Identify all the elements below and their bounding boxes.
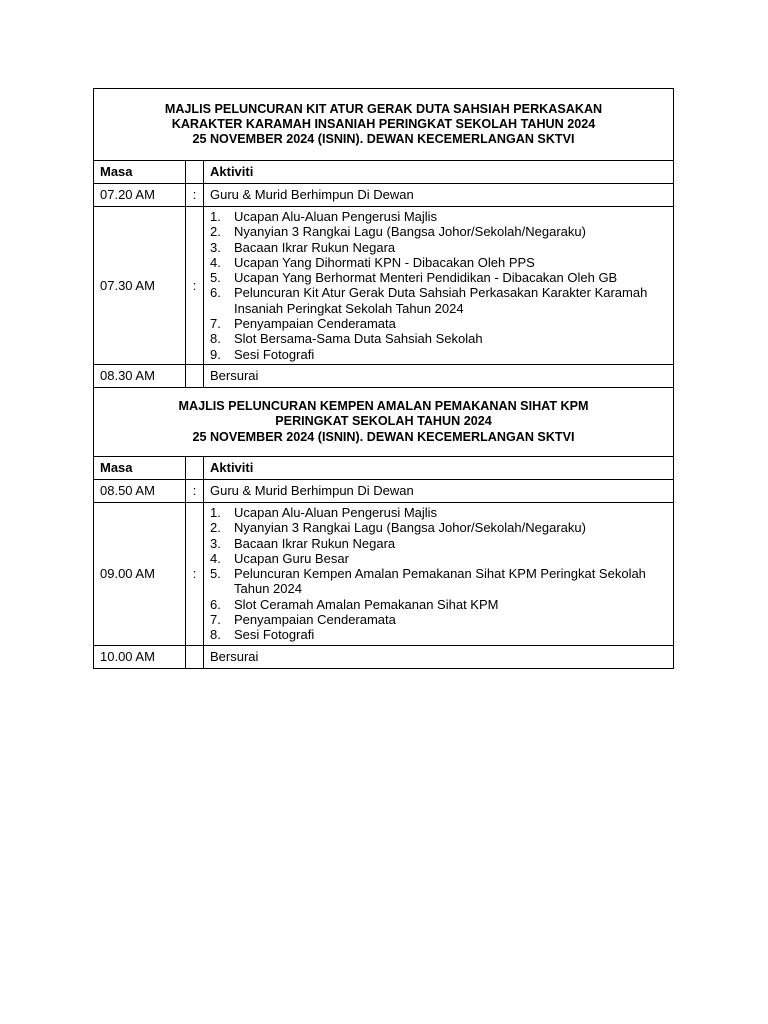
column-header-time: Masa [94, 456, 186, 479]
list-item-text: Nyanyian 3 Rangkai Lagu (Bangsa Johor/Sekolah/Negaraku) [234, 224, 586, 240]
list-item-text: Ucapan Alu-Aluan Pengerusi Majlis [234, 209, 438, 224]
activity-list-cell [204, 207, 674, 365]
list-item-number: 7. [210, 612, 221, 628]
section1-title-row [94, 89, 674, 161]
list-item [210, 612, 667, 627]
activity-cell: Guru & Murid Berhimpun Di Dewan [204, 479, 674, 502]
time-cell: 10.00 AM [94, 645, 186, 668]
schedule-table [93, 88, 674, 669]
list-item-number: 2. [210, 520, 221, 536]
separator-cell: : [186, 502, 204, 645]
list-item-number: 3. [210, 535, 221, 551]
section2-title [94, 387, 674, 456]
activity-cell: Bersurai [204, 645, 674, 668]
time-cell: 07.20 AM [94, 184, 186, 207]
table-row [94, 184, 674, 207]
list-item-number: 8. [210, 627, 221, 643]
list-item [210, 551, 667, 566]
list-item [210, 240, 667, 255]
table-row [94, 645, 674, 668]
list-item-text: Peluncuran Kempen Amalan Pemakanan Sihat KPM Peringkat Sekolah Tahun 2024 [234, 566, 646, 597]
separator-cell [186, 364, 204, 387]
list-item [210, 316, 667, 331]
list-item-text: Slot Ceramah Amalan Pemakanan Sihat KPM [234, 596, 499, 612]
list-item [210, 255, 667, 270]
list-item-number: 7. [210, 316, 221, 332]
list-item-text: Slot Bersama-Sama Duta Sahsiah Sekolah [234, 331, 483, 347]
list-item-number: 4. [210, 254, 221, 270]
list-item-text: Sesi Fotografi [234, 346, 315, 362]
list-item [210, 331, 667, 346]
list-item-text: Sesi Fotografi [234, 627, 315, 643]
list-item [210, 347, 667, 362]
list-item-text: Ucapan Guru Besar [234, 550, 349, 566]
column-header-activity: Aktiviti [204, 161, 674, 184]
list-item-text: Ucapan Yang Berhormat Menteri Pendidikan - Dibacakan Oleh GB [234, 270, 618, 286]
time-cell: 08.50 AM [94, 479, 186, 502]
time-cell: 09.00 AM [94, 502, 186, 645]
time-cell: 08.30 AM [94, 364, 186, 387]
list-item-text: Bacaan Ikrar Rukun Negara [234, 239, 396, 255]
list-item [210, 627, 667, 642]
list-item [210, 285, 667, 316]
list-item-text: Nyanyian 3 Rangkai Lagu (Bangsa Johor/Sekolah/Negaraku) [234, 520, 586, 536]
separator-cell: : [186, 479, 204, 502]
section1-title-line: KARAKTER KARAMAH INSANIAH PERINGKAT SEKOLAH TAHUN 2024 [171, 116, 596, 131]
list-item [210, 209, 667, 224]
list-item [210, 224, 667, 239]
section1-header-row [94, 161, 674, 184]
list-item [210, 536, 667, 551]
table-row [94, 364, 674, 387]
activity-list [210, 209, 667, 362]
activity-cell: Guru & Murid Berhimpun Di Dewan [204, 184, 674, 207]
activity-list-cell [204, 502, 674, 645]
column-header-separator [186, 456, 204, 479]
table-row [94, 479, 674, 502]
list-item-number: 8. [210, 331, 221, 347]
list-item-number: 5. [210, 270, 221, 286]
list-item [210, 597, 667, 612]
list-item-number: 1. [210, 504, 221, 520]
list-item-number: 3. [210, 239, 221, 255]
column-header-time: Masa [94, 161, 186, 184]
list-item-text: Ucapan Alu-Aluan Pengerusi Majlis [234, 504, 438, 520]
list-item [210, 520, 667, 535]
section2-title-line: 25 NOVEMBER 2024 (ISNIN). DEWAN KECEMERLANGAN SKTVI [192, 429, 575, 444]
table-row [94, 502, 674, 645]
section1-title [94, 89, 674, 161]
section2-header-row [94, 456, 674, 479]
list-item-number: 9. [210, 346, 221, 362]
list-item-number: 4. [210, 550, 221, 566]
list-item-number: 6. [210, 285, 221, 301]
table-row [94, 207, 674, 365]
list-item [210, 566, 667, 597]
list-item-number: 2. [210, 224, 221, 240]
list-item-text: Peluncuran Kit Atur Gerak Duta Sahsiah Perkasakan Karakter Karamah Insaniah Peringkat Sekolah Tahun 2024 [234, 285, 648, 316]
section2-title-row [94, 387, 674, 456]
section2-title-line: PERINGKAT SEKOLAH TAHUN 2024 [275, 414, 492, 429]
column-header-separator [186, 161, 204, 184]
section1-title-line: MAJLIS PELUNCURAN KIT ATUR GERAK DUTA SAHSIAH PERKASAKAN [164, 101, 603, 116]
list-item-number: 5. [210, 566, 221, 582]
section2-title-line: MAJLIS PELUNCURAN KEMPEN AMALAN PEMAKANAN SIHAT KPM [178, 399, 589, 414]
separator-cell: : [186, 207, 204, 365]
list-item-number: 1. [210, 209, 221, 224]
list-item-number: 6. [210, 596, 221, 612]
list-item [210, 505, 667, 520]
list-item [210, 270, 667, 285]
list-item-text: Bacaan Ikrar Rukun Negara [234, 535, 396, 551]
list-item-text: Penyampaian Cenderamata [234, 612, 396, 628]
list-item-text: Ucapan Yang Dihormati KPN - Dibacakan Oleh PPS [234, 254, 535, 270]
activity-cell: Bersurai [204, 364, 674, 387]
section1-title-line: 25 NOVEMBER 2024 (ISNIN). DEWAN KECEMERLANGAN SKTVI [192, 132, 575, 147]
separator-cell [186, 645, 204, 668]
list-item-text: Penyampaian Cenderamata [234, 316, 396, 332]
time-cell: 07.30 AM [94, 207, 186, 365]
separator-cell: : [186, 184, 204, 207]
activity-list [210, 505, 667, 643]
column-header-activity: Aktiviti [204, 456, 674, 479]
